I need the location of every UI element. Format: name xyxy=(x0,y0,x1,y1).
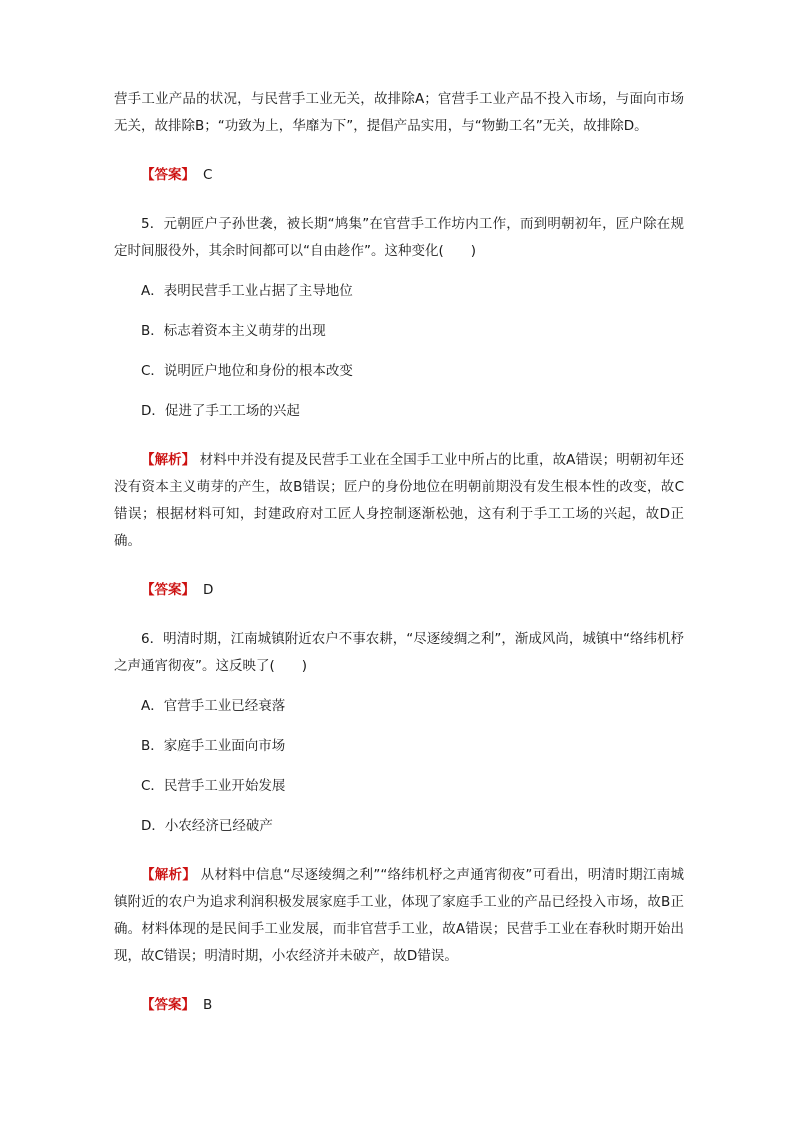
document-page xyxy=(114,86,684,1019)
question-6-stem: 6．明清时期，江南城镇附近农户不事农耕，“尽逐绫绸之利”，渐成风尚，城镇中“络纬机杼之声通宵彻夜”。这反映了( ) xyxy=(114,631,684,674)
q6-option-b: B．家庭手工业面向市场 xyxy=(141,738,286,754)
q6-analysis xyxy=(114,862,684,970)
answer-tag: 【答案】 xyxy=(141,167,195,183)
q5-option-b: B．标志着资本主义萌芽的出现 xyxy=(141,323,326,339)
analysis-tag: 【解析】 xyxy=(141,867,197,883)
answer-value: D xyxy=(203,582,214,598)
q5-analysis-text: 材料中并没有提及民营手工业在全国手工业中所占的比重，故A错误；明朝初年还没有资本主义萌芽的产生，故B错误；匠户的身份地位在明朝前期没有发生根本性的改变，故C错误；根据材料可知，封建政府对工匠人身控制逐渐松弛，这有利于手工工场的兴起，故D正确。 xyxy=(114,452,685,549)
prev-analysis-text: 营手工业产品的状况，与民营手工业无关，故排除A；官营手工业产品不投入市场，与面向市场无关，故排除B；“功致为上，华靡为下”，提倡产品实用，与“物勤工名”无关，故排除D。 xyxy=(114,91,684,134)
q6-analysis-text: 从材料中信息“尽逐绫绸之利”“络纬机杼之声通宵彻夜”可看出，明清时期江南城镇附近的农户为追求利润积极发展家庭手工业，体现了家庭手工业的产品已经投入市场，故B正确。材料体现的是民间手工业发展，而非官营手工业，故A错误；民营手工业在春秋时期开始出现，故C错误；明清时期，小农经济并未破产，故D错误。 xyxy=(114,867,684,964)
answer-value: C xyxy=(203,167,213,183)
q5-option-a: A．表明民营手工业占据了主导地位 xyxy=(141,283,353,299)
answer-tag: 【答案】 xyxy=(141,582,195,598)
answer-tag: 【答案】 xyxy=(141,997,195,1013)
prev-answer xyxy=(114,162,684,189)
q6-option-a: A．官营手工业已经衰落 xyxy=(141,698,286,714)
q5-analysis xyxy=(114,447,684,555)
analysis-tag: 【解析】 xyxy=(141,452,196,468)
q6-option-c: C．民营手工业开始发展 xyxy=(141,778,286,794)
q6-answer xyxy=(114,992,684,1019)
answer-value: B xyxy=(203,997,213,1013)
q5-option-d: D．促进了手工工场的兴起 xyxy=(141,403,300,419)
q6-option-d: D．小农经济已经破产 xyxy=(141,818,273,834)
q5-option-c: C．说明匠户地位和身份的根本改变 xyxy=(141,363,353,379)
question-5-stem: 5．元朝匠户子孙世袭，被长期“鸠集”在官营手工作坊内工作，而到明朝初年，匠户除在规定时间服役外，其余时间都可以“自由趁作”。这种变化( ) xyxy=(114,216,684,259)
q5-answer xyxy=(114,577,684,604)
